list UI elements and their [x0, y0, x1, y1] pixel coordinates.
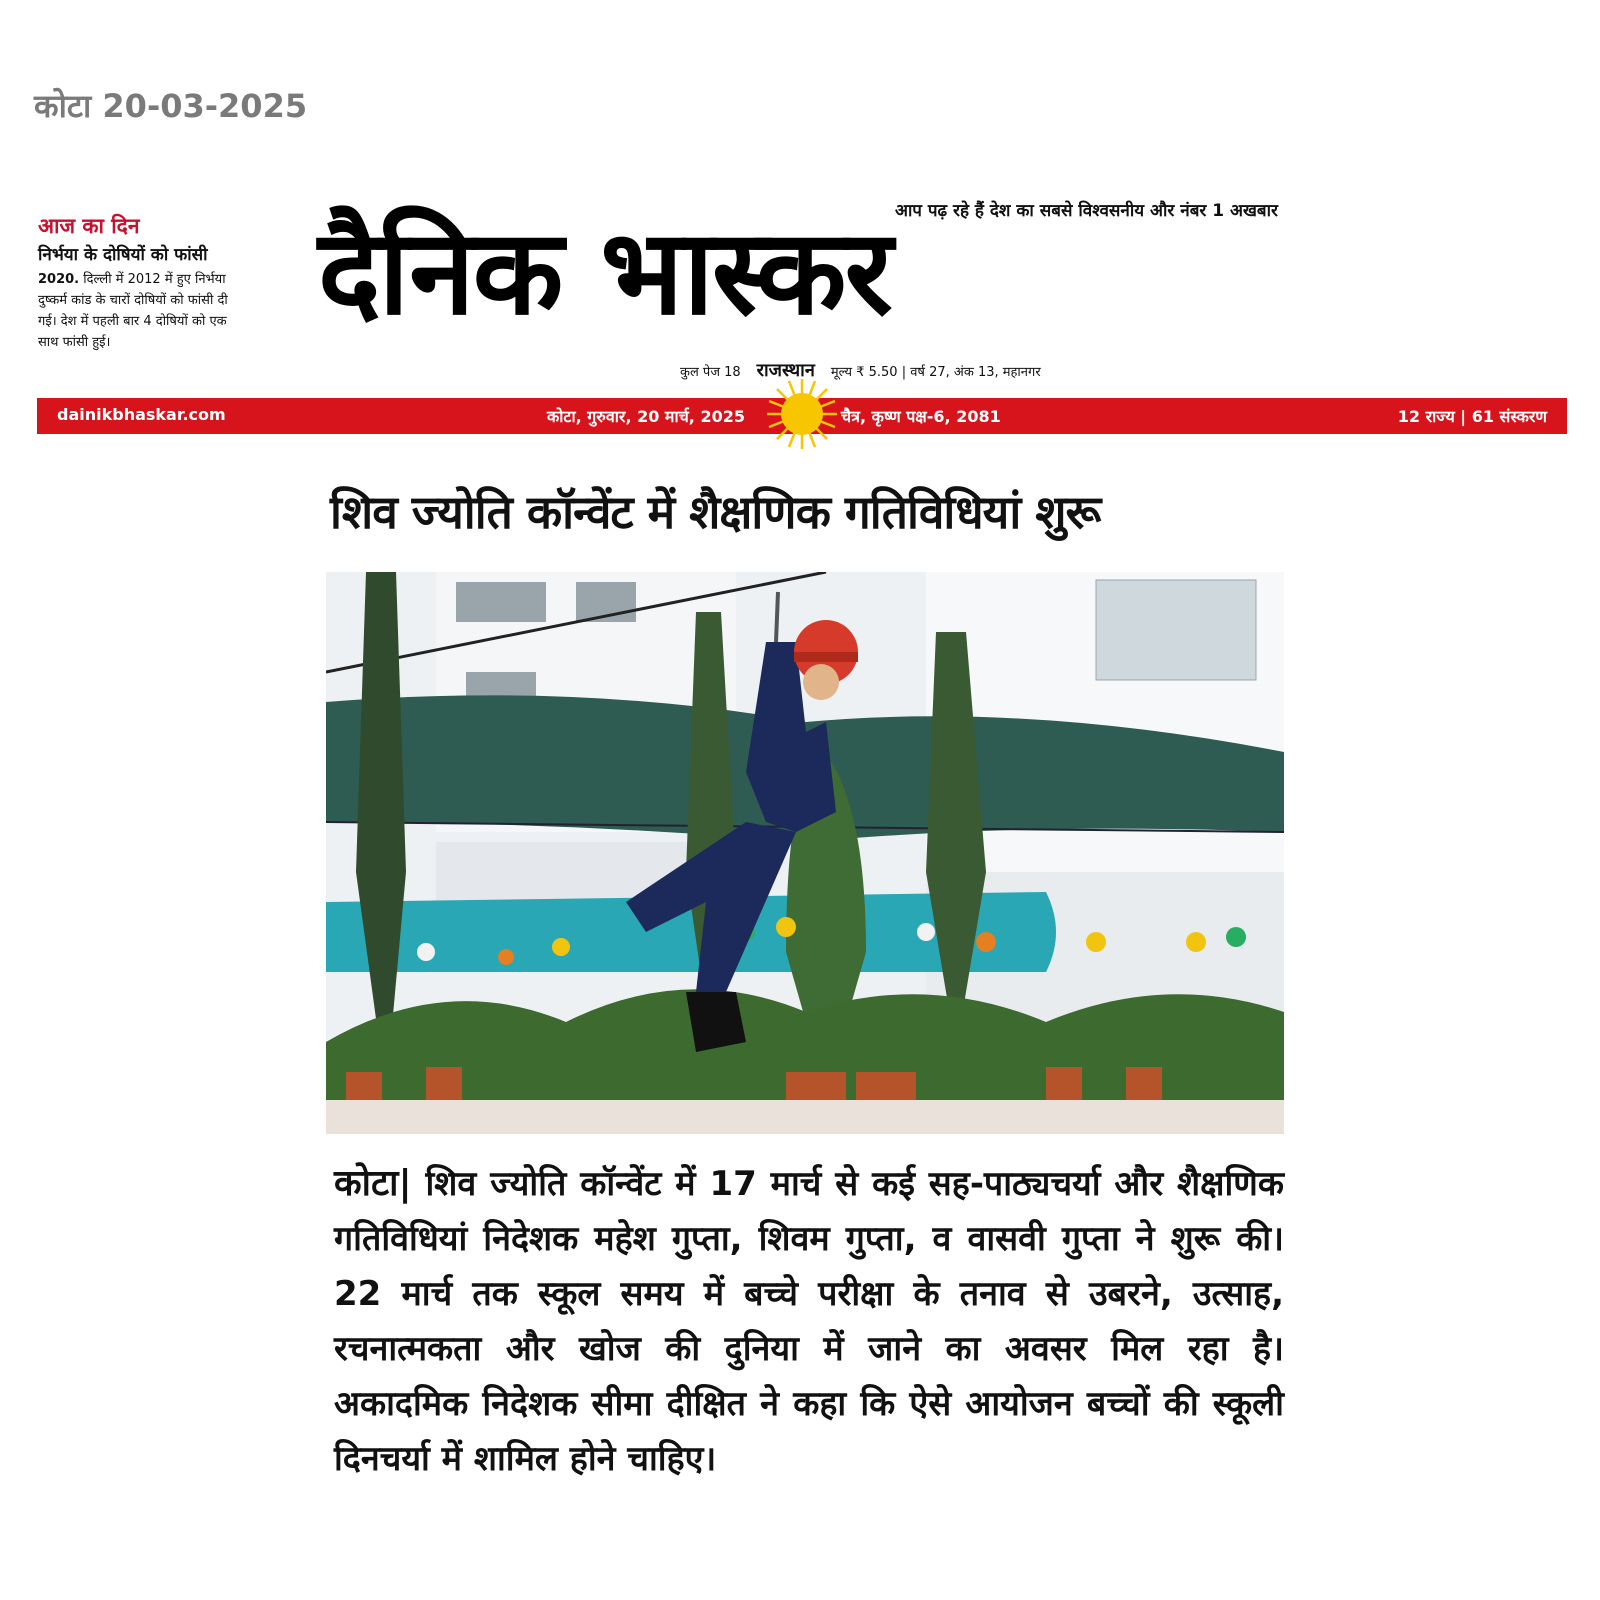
newspaper-logo: दैनिक भास्कर: [318, 203, 891, 341]
editions-count: 12 राज्य | 61 संस्करण: [1397, 407, 1547, 426]
masthead-subrow: [680, 358, 1041, 382]
state-edition: राजस्थान: [756, 360, 815, 381]
masthead-tagline: आप पढ़ रहे हैं देश का सबसे विश्वसनीय और नंबर 1 अखबार: [894, 201, 1278, 221]
masthead: [318, 168, 1278, 348]
aaj-ka-din-box: [38, 212, 238, 353]
article-dateline: कोटा|: [334, 1163, 412, 1204]
article-body: [334, 1156, 1284, 1487]
hindu-calendar-date: चैत्र, कृष्ण पक्ष-6, 2081: [841, 407, 1001, 426]
aaj-ka-din-title: निर्भया के दोषियों को फांसी: [38, 245, 208, 265]
website-link[interactable]: dainikbhaskar.com: [57, 405, 226, 424]
aaj-ka-din-body: [38, 269, 238, 353]
article-text: शिव ज्योति कॉन्वेंट में 17 मार्च से कई सह-पाठ्यचर्या और शैक्षणिक गतिविधियां निदेशक महेश गुप्ता, शिवम गुप्ता, व वासवी गुप्ता ने शुरू की। 22 मार्च तक स्कूल समय में बच्चे परीक्षा के तनाव से उबरने, उत्साह, रचनात्मकता और खोज की दुनिया में जाने का अवसर मिल रहा है। अकादमिक निदेशक सीमा दीक्षित ने कहा कि ऐसे आयोजन बच्चों की स्कूली दिनचर्या में शामिल होने चाहिए।: [334, 1164, 1284, 1479]
city-date: कोटा, गुरुवार, 20 मार्च, 2025: [547, 407, 745, 426]
article-photo: [326, 572, 1284, 1134]
aaj-ka-din-text: दिल्ली में 2012 में हुए निर्भया दुष्कर्म कांड के चारों दोषियों को फांसी दी गई। देश में पहली बार 4 दोषियों को एक साथ फांसी हुई।: [38, 272, 228, 350]
aaj-ka-din-year: 2020.: [38, 272, 80, 287]
sun-emblem-icon: [766, 378, 838, 450]
price-info: मूल्य ₹ 5.50 | वर्ष 27, अंक 13, महानगर: [830, 365, 1041, 380]
aaj-ka-din-heading: आज का दिन: [38, 214, 140, 238]
clip-date: कोटा 20-03-2025: [34, 87, 308, 125]
page-count: कुल पेज 18: [680, 365, 741, 380]
article-headline: शिव ज्योति कॉन्वेंट में शैक्षणिक गतिविधियां शुरू: [330, 485, 1101, 539]
